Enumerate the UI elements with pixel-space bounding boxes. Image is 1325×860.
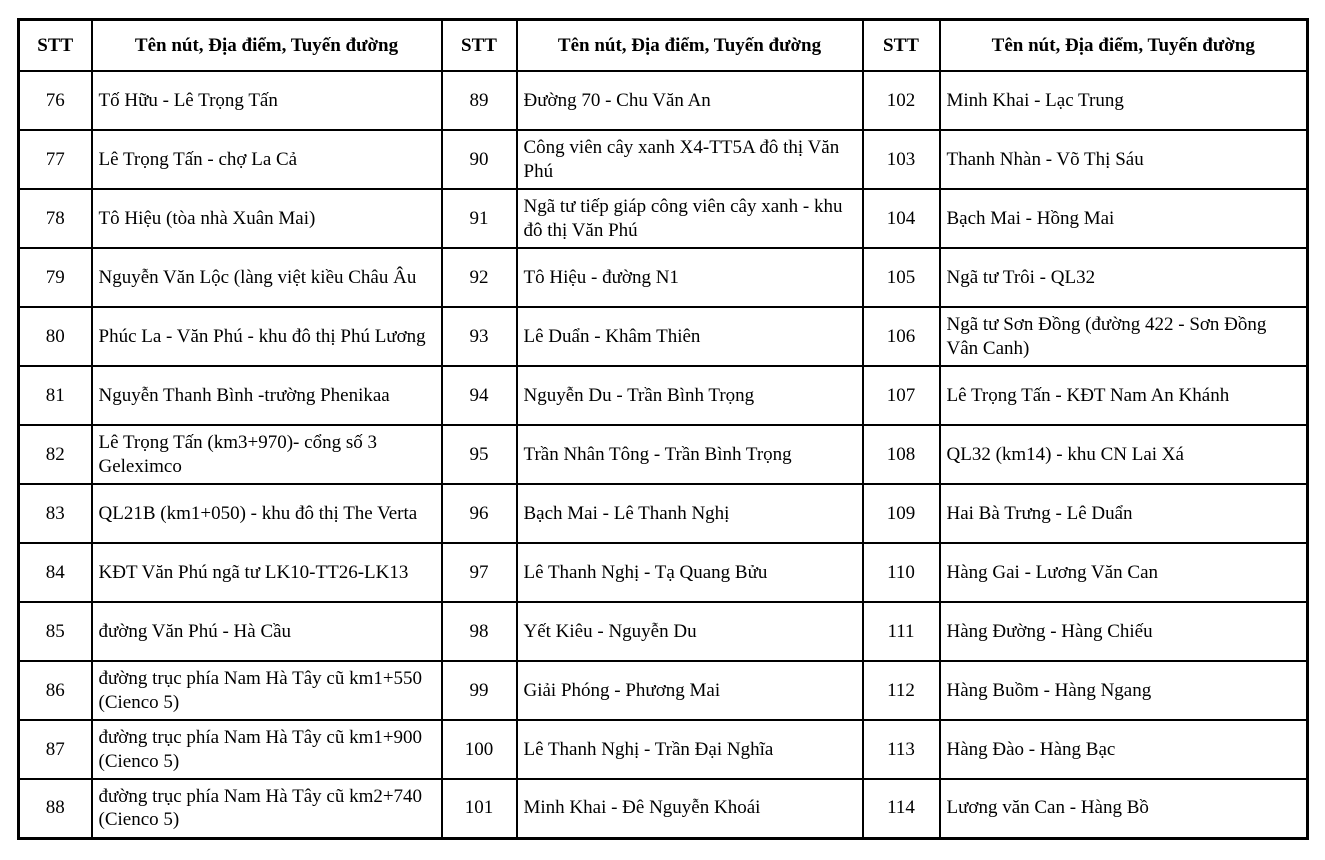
stt-cell: 92 — [442, 248, 517, 307]
name-cell: Phúc La - Văn Phú - khu đô thị Phú Lương — [92, 307, 442, 366]
table-row — [19, 484, 1308, 543]
stt-cell: 106 — [863, 307, 940, 366]
stt-cell: 112 — [863, 661, 940, 720]
name-cell: đường trục phía Nam Hà Tây cũ km2+740 (Cienco 5) — [92, 779, 442, 838]
name-cell: Lê Trọng Tấn (km3+970)- cổng số 3 Geleximco — [92, 425, 442, 484]
stt-cell: 86 — [19, 661, 92, 720]
stt-cell: 99 — [442, 661, 517, 720]
stt-cell: 82 — [19, 425, 92, 484]
name-cell: Công viên cây xanh X4-TT5A đô thị Văn Phú — [517, 130, 863, 189]
table-row — [19, 661, 1308, 720]
name-cell: Bạch Mai - Lê Thanh Nghị — [517, 484, 863, 543]
name-cell: Minh Khai - Đê Nguyễn Khoái — [517, 779, 863, 838]
stt-cell: 102 — [863, 71, 940, 130]
name-cell: Yết Kiêu - Nguyễn Du — [517, 602, 863, 661]
stt-cell: 83 — [19, 484, 92, 543]
stt-cell: 113 — [863, 720, 940, 779]
stt-cell: 96 — [442, 484, 517, 543]
stt-cell: 90 — [442, 130, 517, 189]
stt-cell: 108 — [863, 425, 940, 484]
stt-cell: 97 — [442, 543, 517, 602]
stt-cell: 91 — [442, 189, 517, 248]
stt-cell: 84 — [19, 543, 92, 602]
stt-cell: 101 — [442, 779, 517, 838]
name-cell: Hàng Đường - Hàng Chiếu — [940, 602, 1308, 661]
table-header-row — [19, 20, 1308, 72]
name-cell: Ngã tư tiếp giáp công viên cây xanh - khu đô thị Văn Phú — [517, 189, 863, 248]
stt-header-3: STT — [863, 20, 940, 72]
stt-cell: 103 — [863, 130, 940, 189]
stt-cell: 100 — [442, 720, 517, 779]
name-cell: Ngã tư Sơn Đồng (đường 422 - Sơn Đồng Vân Canh) — [940, 307, 1308, 366]
stt-cell: 88 — [19, 779, 92, 838]
stt-cell: 77 — [19, 130, 92, 189]
name-cell: Lê Thanh Nghị - Tạ Quang Bửu — [517, 543, 863, 602]
name-cell: Hàng Gai - Lương Văn Can — [940, 543, 1308, 602]
name-cell: QL21B (km1+050) - khu đô thị The Verta — [92, 484, 442, 543]
name-cell: Tố Hữu - Lê Trọng Tấn — [92, 71, 442, 130]
stt-cell: 76 — [19, 71, 92, 130]
name-cell: Lê Trọng Tấn - KĐT Nam An Khánh — [940, 366, 1308, 425]
stt-cell: 80 — [19, 307, 92, 366]
name-cell: Giải Phóng - Phương Mai — [517, 661, 863, 720]
name-cell: Nguyễn Du - Trần Bình Trọng — [517, 366, 863, 425]
stt-header-2: STT — [442, 20, 517, 72]
stt-cell: 93 — [442, 307, 517, 366]
stt-cell: 110 — [863, 543, 940, 602]
name-cell: QL32 (km14) - khu CN Lai Xá — [940, 425, 1308, 484]
name-cell: Lê Trọng Tấn - chợ La Cả — [92, 130, 442, 189]
table-row — [19, 307, 1308, 366]
stt-cell: 85 — [19, 602, 92, 661]
name-cell: Hai Bà Trưng - Lê Duẩn — [940, 484, 1308, 543]
table-row — [19, 366, 1308, 425]
name-header-2: Tên nút, Địa điểm, Tuyến đường — [517, 20, 863, 72]
stt-cell: 78 — [19, 189, 92, 248]
name-cell: KĐT Văn Phú ngã tư LK10-TT26-LK13 — [92, 543, 442, 602]
name-cell: Lê Duẩn - Khâm Thiên — [517, 307, 863, 366]
name-cell: Lương văn Can - Hàng Bồ — [940, 779, 1308, 838]
table-row — [19, 602, 1308, 661]
name-cell: Hàng Đào - Hàng Bạc — [940, 720, 1308, 779]
stt-cell: 94 — [442, 366, 517, 425]
name-cell: Ngã tư Trôi - QL32 — [940, 248, 1308, 307]
name-cell: đường trục phía Nam Hà Tây cũ km1+550 (Cienco 5) — [92, 661, 442, 720]
junction-table — [17, 18, 1309, 840]
name-cell: Nguyễn Văn Lộc (làng việt kiều Châu Âu — [92, 248, 442, 307]
stt-cell: 114 — [863, 779, 940, 838]
name-cell: đường trục phía Nam Hà Tây cũ km1+900 (Cienco 5) — [92, 720, 442, 779]
stt-cell: 111 — [863, 602, 940, 661]
name-cell: Đường 70 - Chu Văn An — [517, 71, 863, 130]
name-cell: Lê Thanh Nghị - Trần Đại Nghĩa — [517, 720, 863, 779]
stt-cell: 81 — [19, 366, 92, 425]
name-cell: Minh Khai - Lạc Trung — [940, 71, 1308, 130]
name-cell: Thanh Nhàn - Võ Thị Sáu — [940, 130, 1308, 189]
stt-cell: 105 — [863, 248, 940, 307]
stt-cell: 95 — [442, 425, 517, 484]
name-cell: Hàng Buồm - Hàng Ngang — [940, 661, 1308, 720]
stt-cell: 87 — [19, 720, 92, 779]
table-row — [19, 425, 1308, 484]
name-cell: đường Văn Phú - Hà Cầu — [92, 602, 442, 661]
table-row — [19, 130, 1308, 189]
stt-cell: 104 — [863, 189, 940, 248]
table-row — [19, 71, 1308, 130]
name-cell: Tô Hiệu - đường N1 — [517, 248, 863, 307]
name-cell: Tô Hiệu (tòa nhà Xuân Mai) — [92, 189, 442, 248]
stt-cell: 98 — [442, 602, 517, 661]
stt-header-1: STT — [19, 20, 92, 72]
stt-cell: 79 — [19, 248, 92, 307]
table-row — [19, 779, 1308, 838]
name-cell: Bạch Mai - Hồng Mai — [940, 189, 1308, 248]
table-row — [19, 543, 1308, 602]
name-header-3: Tên nút, Địa điểm, Tuyến đường — [940, 20, 1308, 72]
stt-cell: 109 — [863, 484, 940, 543]
name-header-1: Tên nút, Địa điểm, Tuyến đường — [92, 20, 442, 72]
stt-cell: 89 — [442, 71, 517, 130]
stt-cell: 107 — [863, 366, 940, 425]
table-row — [19, 720, 1308, 779]
name-cell: Trần Nhân Tông - Trần Bình Trọng — [517, 425, 863, 484]
table-row — [19, 248, 1308, 307]
table-row — [19, 189, 1308, 248]
name-cell: Nguyễn Thanh Bình -trường Phenikaa — [92, 366, 442, 425]
